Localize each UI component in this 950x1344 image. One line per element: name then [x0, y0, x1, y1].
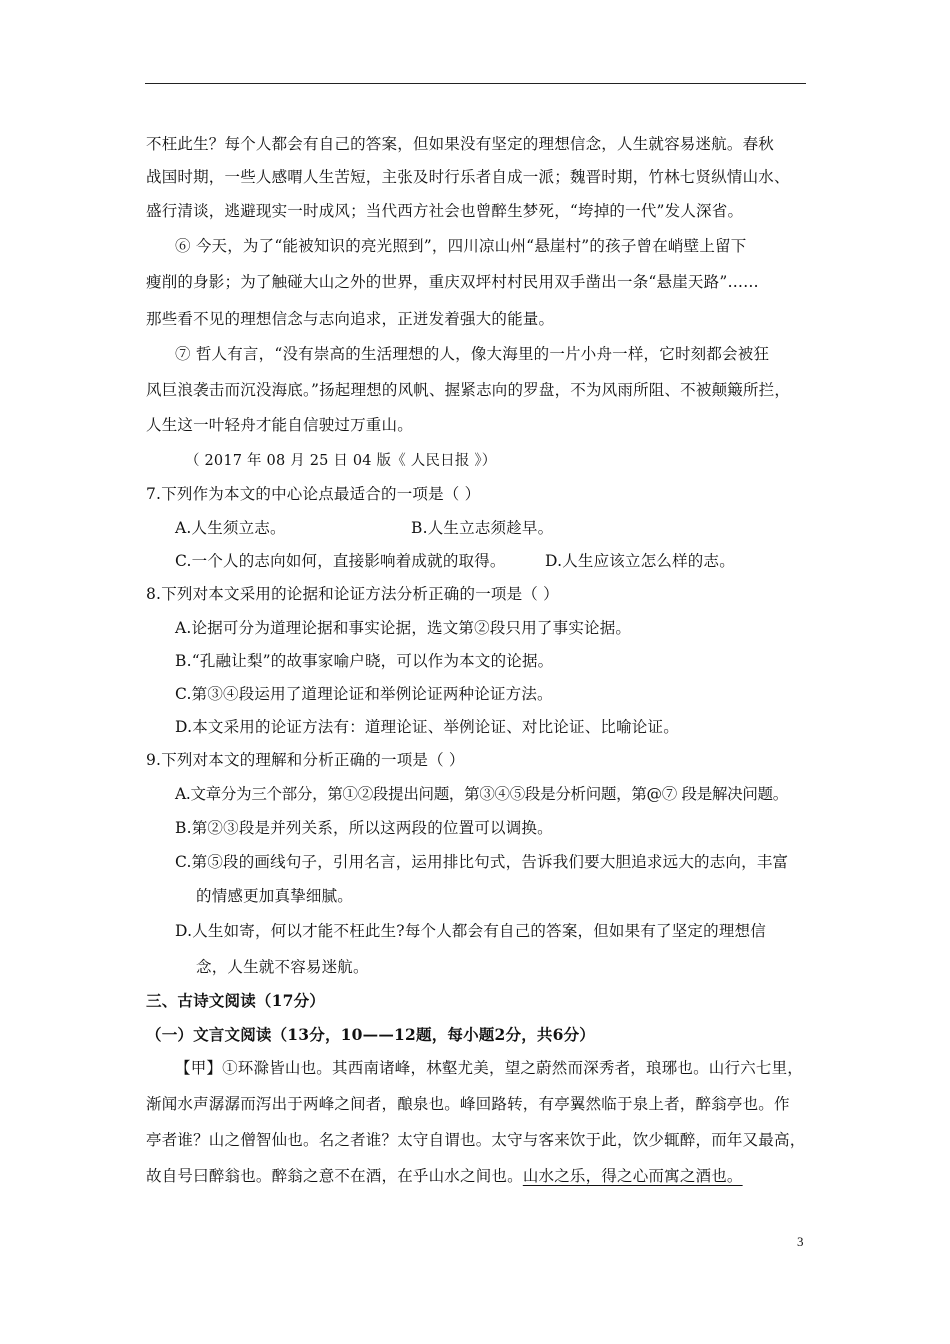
question-9-option-a: A.文章分为三个部分，第①②段提出问题，第③④⑤段是分析问题，第@⑦ 段是解决问题。: [175, 785, 788, 803]
question-7-option-c: C.一个人的志向如何，直接影响着成就的取得。: [175, 552, 506, 570]
question-9-option-d-cont: 念，人生就不容易迷航。: [196, 958, 369, 976]
underlined-sentence: 山水之乐，得之心而寓之酒也。: [522, 1167, 743, 1185]
paragraph-7-line: 人生这一叶轻舟才能自信驶过万重山。: [146, 416, 413, 434]
page-number: 3: [797, 1234, 804, 1249]
question-9-option-b: B.第②③段是并列关系，所以这两段的位置可以调换。: [175, 819, 553, 837]
question-8-option-a: A.论据可分为道理论据和事实论据，选文第②段只用了事实论据。: [175, 619, 632, 637]
question-8-stem: 8.下列对本文采用的论据和论证方法分析正确的一项是（ ）: [146, 585, 559, 603]
section-heading: 三、古诗文阅读（17分）: [146, 991, 325, 1010]
header-rule: [145, 83, 806, 84]
classical-text-line: 【甲】①环滁皆山也。其西南诸峰，林壑尤美，望之蔚然而深秀者，琅琊也。山行六七里，: [175, 1059, 804, 1077]
question-9-option-c: C.第⑤段的画线句子，引用名言，运用排比句式，告诉我们要大胆追求远大的志向，丰富: [175, 853, 789, 871]
passage-line: 盛行清谈，逃避现实一时成风；当代西方社会也曾醉生梦死，“垮掉的一代”发人深省。: [146, 202, 744, 220]
question-7-option-d: D.人生应该立怎么样的志。: [545, 552, 735, 570]
classical-text-line: 渐闻水声潺潺而泻出于两峰之间者，酿泉也。峰回路转，有亭翼然临于泉上者，醉翁亭也。作: [146, 1095, 790, 1113]
classical-text-line: 亭者谁？山之僧智仙也。名之者谁？太守自谓也。太守与客来饮于此，饮少辄醉，而年又最高，: [146, 1131, 806, 1149]
question-7-option-b: B.人生立志须趁早。: [411, 519, 554, 537]
question-8-option-d: D.本文采用的论证方法有：道理论证、举例论证、对比论证、比喻论证。: [175, 718, 679, 736]
question-9-option-d: D.人生如寄，何以才能不枉此生?每个人都会有自己的答案，但如果有了坚定的理想信: [175, 922, 766, 940]
paragraph-6-line: ⑥ 今天，为了“能被知识的亮光照到”，四川凉山州“悬崖村”的孩子曾在峭壁上留下: [175, 237, 747, 255]
passage-line: 战国时期，一些人感喟人生苦短，主张及时行乐者自成一派；魏晋时期，竹林七贤纵情山水、: [146, 168, 790, 186]
paragraph-6-line: 瘦削的身影；为了触碰大山之外的世界，重庆双坪村村民用双手凿出一条“悬崖天路”……: [146, 273, 759, 291]
question-9-option-c-cont: 的情感更加真挚细腻。: [196, 887, 354, 905]
source-citation: （ 2017 年 08 月 25 日 04 版《 人民日报 》）: [185, 453, 497, 469]
passage-line: 不枉此生？每个人都会有自己的答案，但如果没有坚定的理想信念，人生就容易迷航。春秋: [146, 135, 775, 153]
paragraph-7-line: ⑦ 哲人有言，“没有崇高的生活理想的人，像大海里的一片小舟一样，它时刻都会被狂: [175, 345, 770, 363]
question-8-option-b: B.“孔融让梨”的故事家喻户晓，可以作为本文的论据。: [175, 652, 554, 670]
paragraph-6-line: 那些看不见的理想信念与志向追求，正迸发着强大的能量。: [146, 310, 555, 328]
question-7-option-a: A.人生须立志。: [175, 519, 286, 537]
section-subheading: （一）文言文阅读（13分，10——12题，每小题2分，共6分）: [146, 1025, 595, 1044]
paragraph-7-line: 风巨浪袭击而沉没海底。”扬起理想的风帆、握紧志向的罗盘，不为风雨所阻、不被颠簸所拦，: [146, 381, 791, 399]
classical-text-segment: 故自号曰醉翁也。醉翁之意不在酒，在乎山水之间也。: [146, 1167, 523, 1185]
classical-text-line: [146, 1166, 743, 1186]
question-7-stem: 7.下列作为本文的中心论点最适合的一项是（ ）: [146, 485, 481, 503]
question-8-option-c: C.第③④段运用了道理论证和举例论证两种论证方法。: [175, 685, 553, 703]
question-9-stem: 9.下列对本文的理解和分析正确的一项是（ ）: [146, 751, 465, 769]
